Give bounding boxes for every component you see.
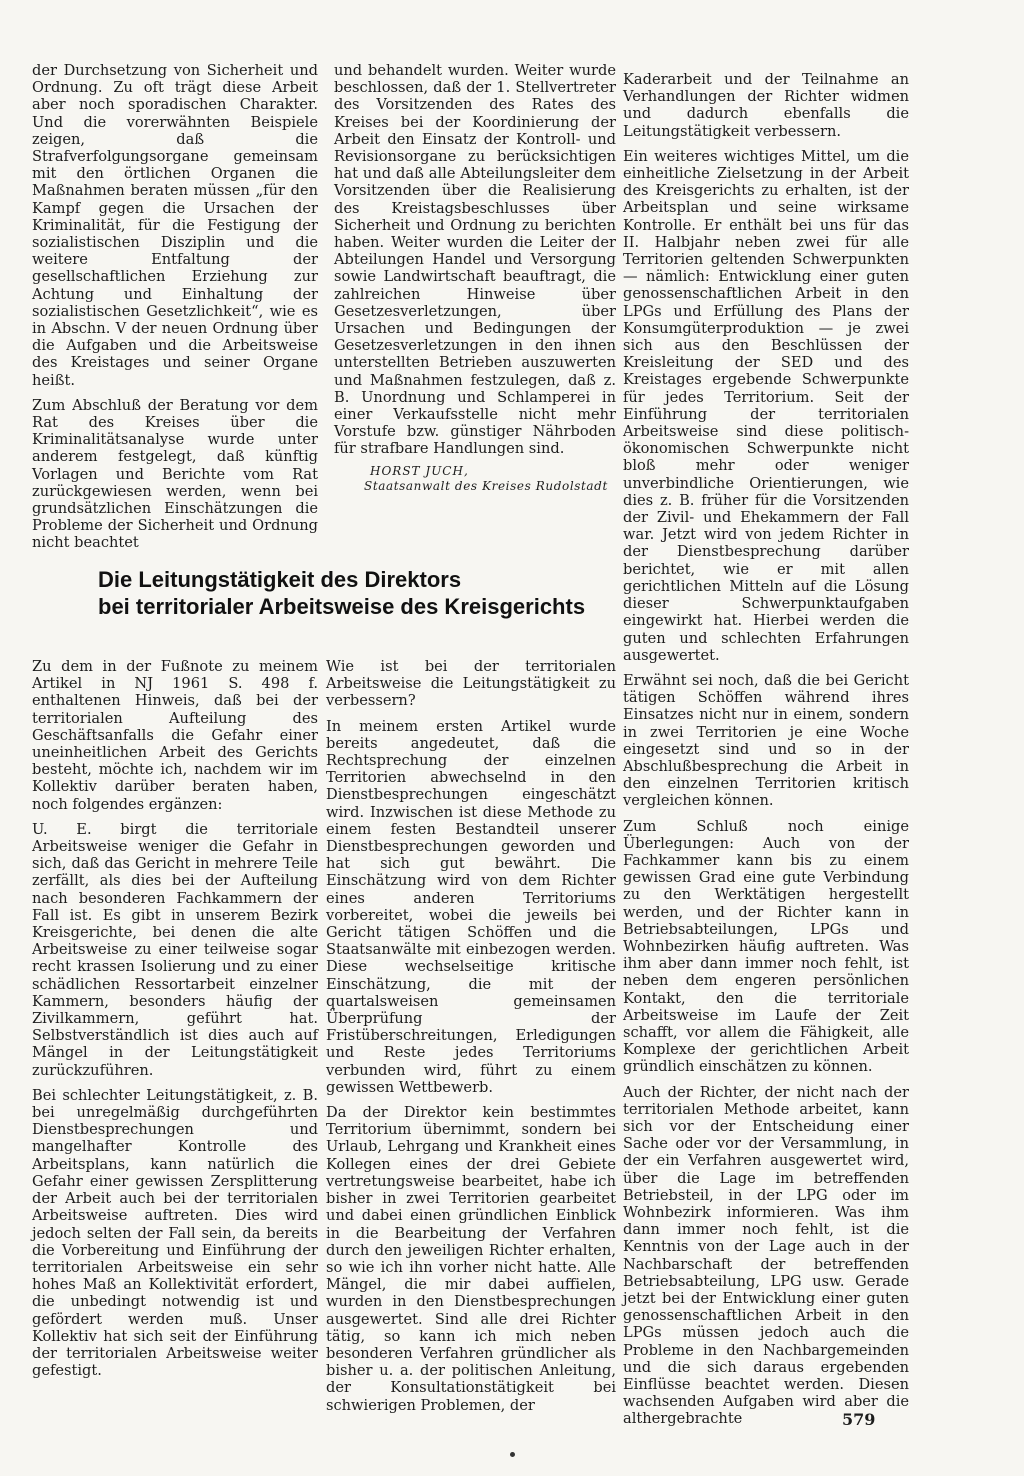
paragraph: Auch der Richter, der nicht nach der territorialen Methode arbeitet, kann sich vor der Entscheidung einer Sache oder vor der Versammlung, in der ein Verfahren ausgewertet wird, über die Lage im betreffenden Betriebsteil, in der LPG oder im Wohnbezirk informieren. Was ihm dann immer noch fehlt, ist die Kenntnis von der Lage auch in der Nachbarschaft der betreffenden Betriebsabteilung, LPG usw. Gerade jetzt bei der Entwicklung einer guten genossenschaftlichen Arbeit in den LPGs müssen jedoch auch die Probleme in den Nachbargemeinden und die sich daraus ergebenden Einflüsse beachtet werden. Diesen wachsenden Aufgaben wird aber die althergebrachte bbox=[623, 1083, 909, 1428]
author-name: HORST JUCH, bbox=[370, 463, 469, 478]
headline-line-2: bei territorialer Arbeitsweise des Kreisgerichts bbox=[98, 594, 586, 619]
column-right bbox=[623, 71, 909, 1436]
paragraph: Zum Schluß noch einige Überlegungen: Auch von der Fachkammer kann bis zu einem gewissen Grad eine gute Verbindung zu den Werktätigen hergestellt werden, und der Richter kann in Betriebsabteilungen, LPGs und Wohnbezirken häufig auftreten. Was ihm aber dann immer noch fehlt, ist neben dem engeren persönlichen Kontakt, den die territoriale Arbeitsweise im Laufe der Zeit schafft, vor allem die Fähigkeit, alle Komplexe der gerichtlichen Arbeit gründlich einschätzen zu können. bbox=[623, 817, 909, 1076]
author-role: Staatsanwalt des Kreises Rudolstadt bbox=[364, 478, 608, 493]
paragraph: Zu dem in der Fußnote zu meinem Artikel in NJ 1961 S. 498 f. enthaltenen Hinweis, daß bei der territorialen Aufteilung des Geschäftsanfalls die Gefahr einer uneinheitlichen Arbeit des Gerichts besteht, möchte ich, nachdem wir im Kollektiv darüber beraten haben, noch folgendes ergänzen: bbox=[32, 658, 318, 813]
paragraph: Zum Abschluß der Beratung vor dem Rat des Kreises über die Kriminalitätsanalyse wurde unter anderem festgelegt, daß künftig Vorlagen und Berichte vom Rat zurückgewiesen werden, wenn bei grundsätzlichen Einschätzungen die Probleme der Sicherheit und Ordnung nicht beachtet bbox=[32, 396, 318, 552]
paragraph: Kaderarbeit und der Teilnahme an Verhandlungen der Richter widmen und dadurch ebenfalls die Leitungstätigkeit verbessern. bbox=[623, 71, 909, 140]
article-headline bbox=[98, 566, 618, 620]
paragraph: der Durchsetzung von Sicherheit und Ordnung. Zu oft trägt diese Arbeit aber noch sporadischen Charakter. Und die vorerwähnten Beispiele zeigen, daß die Strafverfolgungsorgane gemeinsam mit den örtlichen Organen die Maßnahmen beraten müssen „für den Kampf gegen die Ursachen der Kriminalität, für die Festigung der sozialistischen Disziplin und die weitere Entfaltung der gesellschaftlichen Erziehung zur Achtung und Einhaltung der sozialistischen Gesetzlichkeit“, wie es in Abschn. V der neuen Ordnung über die Aufgaben und die Arbeitsweise des Kreistages und seiner Organe heißt. bbox=[32, 62, 318, 389]
page-number: 579 bbox=[842, 1410, 876, 1429]
paragraph: U. E. birgt die territoriale Arbeitsweise weniger die Gefahr in sich, daß das Gericht in mehrere Teile zerfällt, als dies bei der Aufteilung nach besonderen Fachkammern der Fall ist. Es gibt in unserem Bezirk Kreisgerichte, bei denen die alte Arbeitsweise zu einer teilweise sogar recht krassen Isolierung und zu einer schädlichen Ressortarbeit einzelner Kammern, besonders häufig der Zivilkammern, geführt hat. Selbstverständlich ist dies auch auf Mängel in der Leitungstätigkeit zurückzuführen. bbox=[32, 820, 318, 1079]
column-top-left bbox=[32, 62, 318, 560]
paragraph: Ein weiteres wichtiges Mittel, um die einheitliche Zielsetzung in der Arbeit des Kreisgerichts zu erhalten, ist der Arbeitsplan und seine wirksame Kontrolle. Er enthält bei uns für das II. Halbjahr neben zwei für alle Territorien geltenden Schwerpunkten — nämlich: Entwicklung einer guten genossenschaftlichen Arbeit in den LPGs und Erfüllung des Plans der Konsumgüterproduktion — je zwei sich aus den Beschlüssen der Kreisleitung der SED und des Kreistages ergebende Schwerpunkte für jedes Territorium. Seit der Einführung der territorialen Arbeitsweise sind diese politisch-ökonomischen Schwerpunkte nicht bloß mehr oder weniger unverbindliche Orientierungen, wie dies z. B. früher für die Vorsitzenden der Zivil- und Ehekammern der Fall war. Jetzt wird von jedem Richter in der Dienstbesprechung darüber berichtet, wie er mit allen gerichtlichen Mitteln auf die Lösung dieser Schwerpunktaufgaben eingewirkt hat. Hierbei werden die guten und schlechten Erfahrungen ausgewertet. bbox=[623, 147, 909, 664]
print-mark bbox=[510, 1452, 515, 1457]
headline-line-1: Die Leitungstätigkeit des Direktors bbox=[98, 567, 462, 592]
paragraph: In meinem ersten Artikel wurde bereits angedeutet, daß die Rechtsprechung der einzelnen Territorien abwechselnd in den Dienstbesprechungen eingeschätzt wird. Inzwischen ist diese Methode zu einem festen Bestandteil unserer Dienstbesprechungen geworden und hat sich gut bewährt. Die Einschätzung wird von dem Richter eines anderen Territoriums vorbereitet, wobei die jeweils bei Gericht tätigen Schöffen und die Staatsanwälte mit einbezogen werden. Diese wechselseitige kritische Einschätzung, die mit der quartalsweisen gemeinsamen Überprüfung der Fristüberschreitungen, Erledigungen und Reste jedes Territoriums verbunden wird, führt zu einem gewissen Wettbewerb. bbox=[326, 717, 616, 1096]
paragraph: und behandelt wurden. Weiter wurde beschlossen, daß der 1. Stellvertreter des Vorsitzenden des Rates des Kreises bei der Koordinierung der Arbeit den Einsatz der Kontroll- und Revisionsorgane zu berücksichtigen hat und daß alle Abteilungsleiter dem Vorsitzenden über die Realisierung des Kreistagsbeschlusses über Sicherheit und Ordnung zu berichten haben. Weiter wurden die Leiter der Abteilungen Handel und Versorgung sowie Landwirtschaft beauftragt, die zahlreichen Hinweise über Gesetzesverletzungen, über Ursachen und Bedingungen der Gesetzesverletzungen in den ihnen unterstellten Betrieben auszuwerten und Maßnahmen festzulegen, daß z. B. Unordnung und Schlamperei in einer Verkaufsstelle nicht mehr Vorstufe bzw. günstiger Nährboden für strafbare Handlungen sind. bbox=[334, 62, 616, 458]
author-signature bbox=[334, 464, 616, 494]
column-bottom-middle bbox=[326, 658, 616, 1422]
paragraph: Erwähnt sei noch, daß die bei Gericht tätigen Schöffen während ihres Einsatzes nicht nur in einem, sondern in zwei Territorien je eine Woche eingesetzt sind und so in der Abschlußbesprechung die Arbeit in den einzelnen Territorien kritisch vergleichen können. bbox=[623, 671, 909, 810]
paragraph: Bei schlechter Leitungstätigkeit, z. B. bei unregelmäßig durchgeführten Dienstbesprechungen und mangelhafter Kontrolle des Arbeitsplans, kann natürlich die Gefahr einer gewissen Zersplitterung der Arbeit auch bei der territorialen Arbeitsweise auftreten. Dies wird jedoch selten der Fall sein, da bereits die Vorbereitung und Einführung der territorialen Arbeitsweise ein sehr hohes Maß an Kollektivität erfordert, die unbedingt notwendig ist und gefördert werden muß. Unser Kollektiv hat sich seit der Einführung der territorialen Arbeitsweise weiter gefestigt. bbox=[32, 1086, 318, 1380]
column-bottom-left bbox=[32, 658, 318, 1387]
paragraph: Wie ist bei der territorialen Arbeitsweise die Leitungstätigkeit zu verbessern? bbox=[326, 658, 616, 710]
column-top-middle bbox=[334, 62, 616, 494]
paragraph: Da der Direktor kein bestimmtes Territorium übernimmt, sondern bei Urlaub, Lehrgang und Krankheit eines Kollegen eines der drei Gebiete vertretungsweise bearbeitet, habe ich bisher in zwei Territorien gearbeitet und dabei einen gründlichen Einblick in die Bearbeitung der Verfahren durch den jeweiligen Richter erhalten, so wie ich ihn vorher nicht hatte. Alle Mängel, die mir dabei auffielen, wurden in den Dienstbesprechungen ausgewertet. Sind alle drei Richter tätig, so kann ich mich neben besonderen Verfahren gründlicher als bisher u. a. der politischen Anleitung, der Konsultationstätigkeit bei schwierigen Problemen, der bbox=[326, 1104, 616, 1414]
